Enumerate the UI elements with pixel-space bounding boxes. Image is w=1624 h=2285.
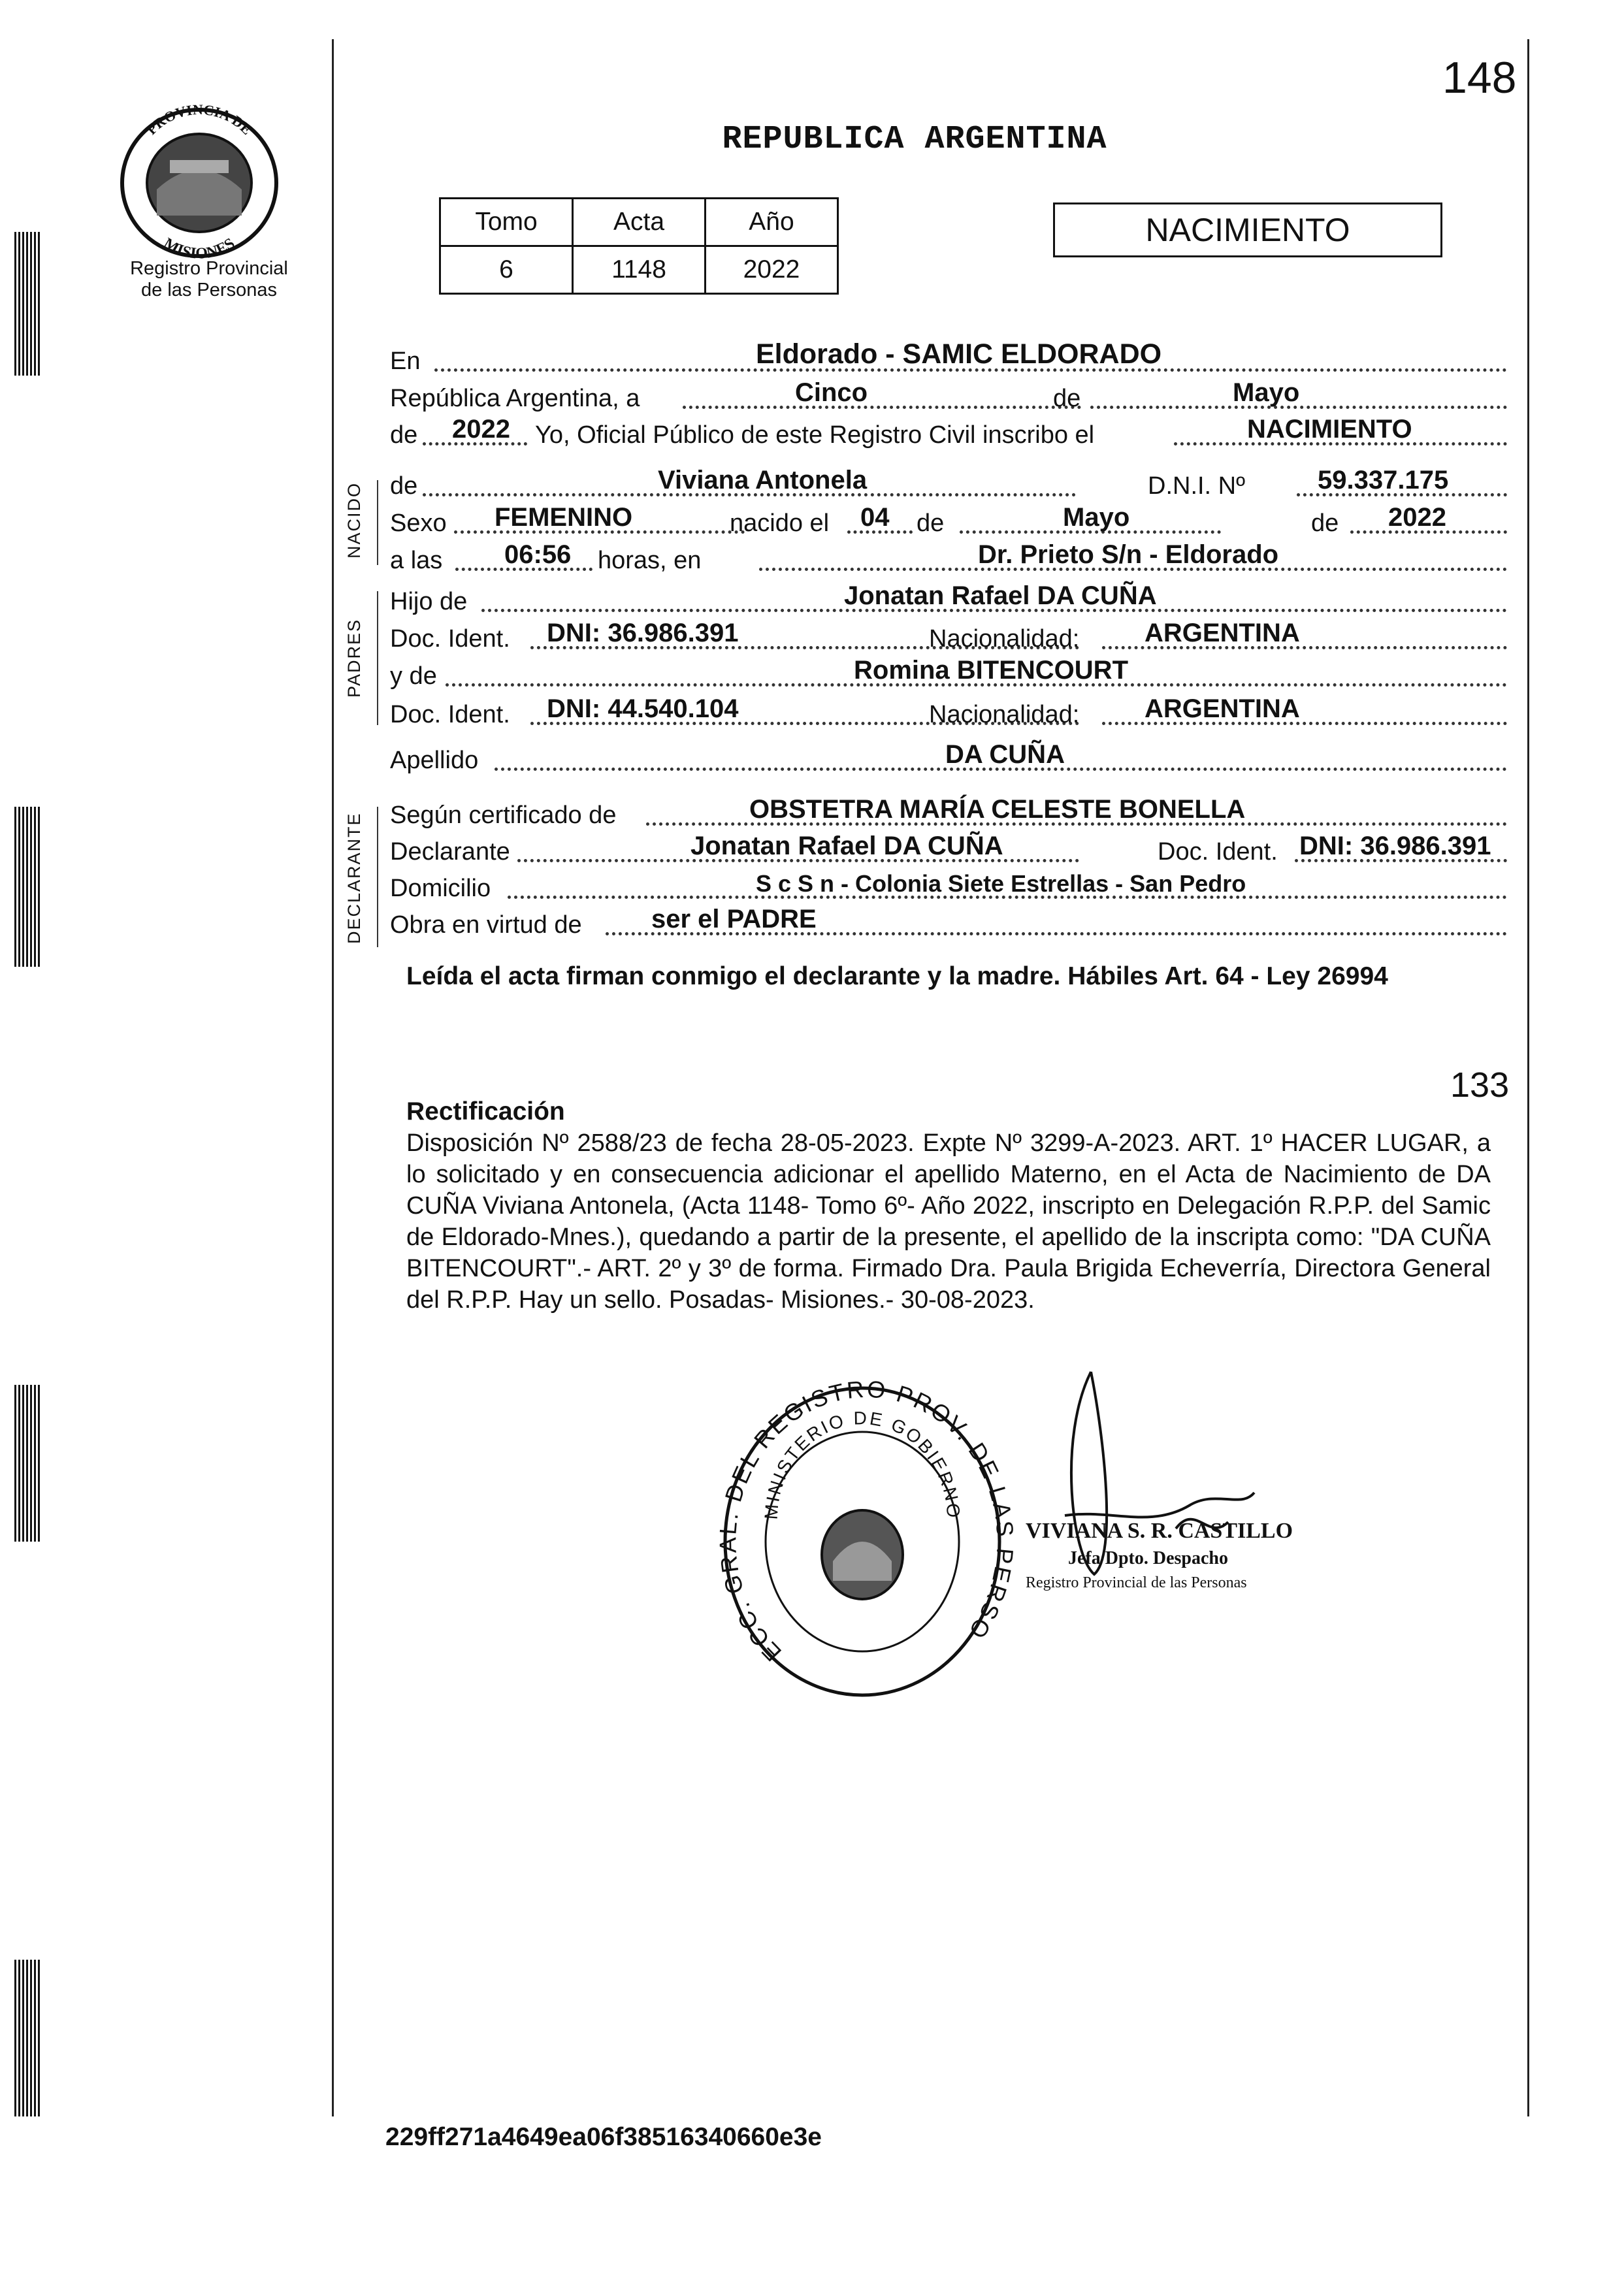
declarant-row: [390, 834, 1507, 870]
logo-caption-line1: Registro Provincial: [130, 258, 288, 279]
svg-text:PROVINCIA DE: PROVINCIA DE: [143, 105, 255, 138]
rectification-title: Rectificación: [406, 1097, 565, 1126]
sexo-value: FEMENINO: [495, 503, 633, 532]
mother-doc: DNI: 44.540.104: [547, 694, 739, 723]
record-reference-table: [439, 197, 839, 295]
father-row: [390, 583, 1507, 620]
marginal-number: 133: [1450, 1065, 1510, 1105]
newborn-dni: 59.337.175: [1318, 466, 1449, 494]
horas-label: horas, en: [598, 547, 702, 574]
document-hash: 229ff271a4649ea06f38516340660e3e: [385, 2123, 822, 2151]
newborn-de-label: de: [390, 472, 418, 500]
anio-header: Año: [706, 199, 838, 246]
signatory-name: VIVIANA S. R. CASTILLO: [1026, 1519, 1293, 1543]
declarant-doc: DNI: 36.986.391: [1299, 832, 1491, 860]
anio-value: 2022: [706, 246, 838, 294]
dni-label: D.N.I. Nº: [1148, 472, 1245, 500]
mother-nat: ARGENTINA: [1145, 694, 1300, 723]
birth-day: 04: [860, 503, 890, 532]
nacido-label: nacido el: [730, 510, 830, 537]
certificate-label: Según certificado de: [390, 802, 617, 829]
scan-edge-mark: [14, 807, 41, 967]
section-label-declarante: DECLARANTE: [344, 812, 364, 944]
rectification-body: Disposición Nº 2588/23 de fecha 28-05-2023. Expte Nº 3299-A-2023. ART. 1º HACER LUGAR, a lo solicitado y en consecuencia adicionar el apellido Materno, en el Acta de Nacimiento de DA CUÑA Viviana Antonela, (Acta 1148- Tomo 6º- Año 2022, inscripto en Delegación R.P.P. del Samic de Eldorado-Mnes.), quedando a partir de la presente, el apellido de la inscripta como: "DA CUÑA BITENCOURT".- ART. 2º y 3º de forma. Firmado Dra. Paula Brigida Echeverría, Directora General del R.P.P. Hay un sello. Posadas- Misiones.- 30-08-2023.: [406, 1129, 1491, 1314]
inscription-text: Yo, Oficial Público de este Registro Civil inscribo el: [535, 421, 1095, 449]
father-label: Hijo de: [390, 588, 468, 615]
svg-text:MISIONES: MISIONES: [160, 235, 238, 261]
declarant-doc-label: Doc. Ident.: [1158, 838, 1278, 866]
father-name: Jonatan Rafael DA CUÑA: [844, 581, 1157, 610]
document-heading: REPUBLICA ARGENTINA: [722, 121, 1107, 158]
newborn-name: Viviana Antonela: [658, 466, 868, 494]
sexo-label: Sexo: [390, 510, 447, 537]
certificate-value: OBSTETRA MARÍA CELESTE BONELLA: [749, 795, 1246, 824]
place-row: [390, 338, 1507, 380]
scan-edge-mark: [14, 1385, 41, 1542]
father-doc-row: [390, 621, 1507, 657]
birth-time: 06:56: [504, 540, 572, 569]
mother-row: [390, 658, 1507, 694]
domicile-label: Domicilio: [390, 875, 491, 902]
birth-de-label: de: [917, 510, 945, 537]
father-nat: ARGENTINA: [1145, 619, 1300, 647]
mother-nat-label: Nacionalidad:: [929, 701, 1080, 728]
signatory-role: Jefa Dpto. Despacho: [1068, 1548, 1228, 1568]
father-nat-label: Nacionalidad:: [929, 625, 1080, 653]
svg-text:MINISTERIO DE GOBIERNO: MINISTERIO DE GOBIERNO: [760, 1408, 964, 1521]
declarant-value: Jonatan Rafael DA CUÑA: [690, 832, 1003, 860]
declarant-label: Declarante: [390, 838, 510, 866]
birth-month: Mayo: [1063, 503, 1130, 532]
tomo-header: Tomo: [440, 199, 573, 246]
tomo-value: 6: [440, 246, 573, 294]
section-bracket: [377, 807, 378, 947]
section-label-padres: PADRES: [344, 618, 364, 698]
section-bracket: [377, 591, 378, 725]
certificate-row: [390, 797, 1507, 834]
capacity-row: [390, 907, 1507, 943]
signatory-office: Registro Provincial de las Personas: [1026, 1574, 1247, 1591]
acta-header: Acta: [573, 199, 706, 246]
date-month: Mayo: [1233, 378, 1300, 407]
official-stamp: [706, 1372, 1019, 1711]
newborn-name-row: [390, 468, 1507, 504]
birth-de-label-2: de: [1311, 510, 1339, 537]
surname-label: Apellido: [390, 747, 479, 774]
section-label-nacido: NACIDO: [344, 481, 364, 559]
date-day: Cinco: [795, 378, 868, 407]
logo-caption: [98, 258, 320, 301]
mother-name: Romina BITENCOURT: [854, 656, 1128, 685]
father-doc-label: Doc. Ident.: [390, 625, 510, 653]
date-label: República Argentina, a: [390, 385, 640, 412]
surname-value: DA CUÑA: [945, 740, 1065, 769]
newborn-birth-row: [390, 505, 1507, 542]
place-label: En: [390, 348, 421, 375]
newborn-time-row: [390, 542, 1507, 579]
inscription-de-label: de: [390, 421, 418, 449]
logo-caption-line2: de las Personas: [141, 280, 277, 300]
right-margin-line: [1527, 39, 1529, 2116]
date-de-label: de: [1053, 385, 1081, 412]
birth-year: 2022: [1388, 503, 1446, 532]
section-bracket: [377, 480, 378, 565]
handwritten-signature: [980, 1359, 1346, 1633]
inscription-row: [390, 417, 1507, 453]
birth-place: Dr. Prieto S/n - Eldorado: [978, 540, 1279, 569]
closing-statement: Leída el acta firman conmigo el declarante y la madre. Hábiles Art. 64 - Ley 26994: [406, 962, 1388, 990]
page-number: 148: [1442, 53, 1517, 103]
capacity-label: Obra en virtud de: [390, 911, 582, 939]
left-margin-line: [332, 39, 334, 2116]
acta-value: 1148: [573, 246, 706, 294]
capacity-value: ser el PADRE: [651, 905, 817, 933]
inscription-year: 2022: [452, 415, 510, 444]
svg-text:DIRECC. GRAL. DEL REGISTRO PRO: ECC. GRAL. DEL REGISTRO PROV. DE LAS PERSO: [714, 1375, 1019, 1667]
act-type-box: NACIMIENTO: [1053, 203, 1442, 257]
place-value: Eldorado - SAMIC ELDORADO: [756, 338, 1162, 370]
time-label: a las: [390, 547, 443, 574]
surname-row: [390, 742, 1507, 779]
domicile-value: S c S n - Colonia Siete Estrellas - San Pedro: [756, 870, 1246, 897]
date-row: [390, 380, 1507, 417]
scan-edge-mark: [14, 232, 41, 376]
mother-label: y de: [390, 662, 437, 690]
inscription-act: NACIMIENTO: [1247, 415, 1412, 444]
mother-doc-label: Doc. Ident.: [390, 701, 510, 728]
mother-doc-row: [390, 696, 1507, 733]
father-doc: DNI: 36.986.391: [547, 619, 739, 647]
domicile-row: [390, 870, 1507, 907]
signature-block: [980, 1359, 1346, 1633]
scan-edge-mark: [14, 1960, 41, 2116]
dotted-leader: [683, 406, 1081, 409]
